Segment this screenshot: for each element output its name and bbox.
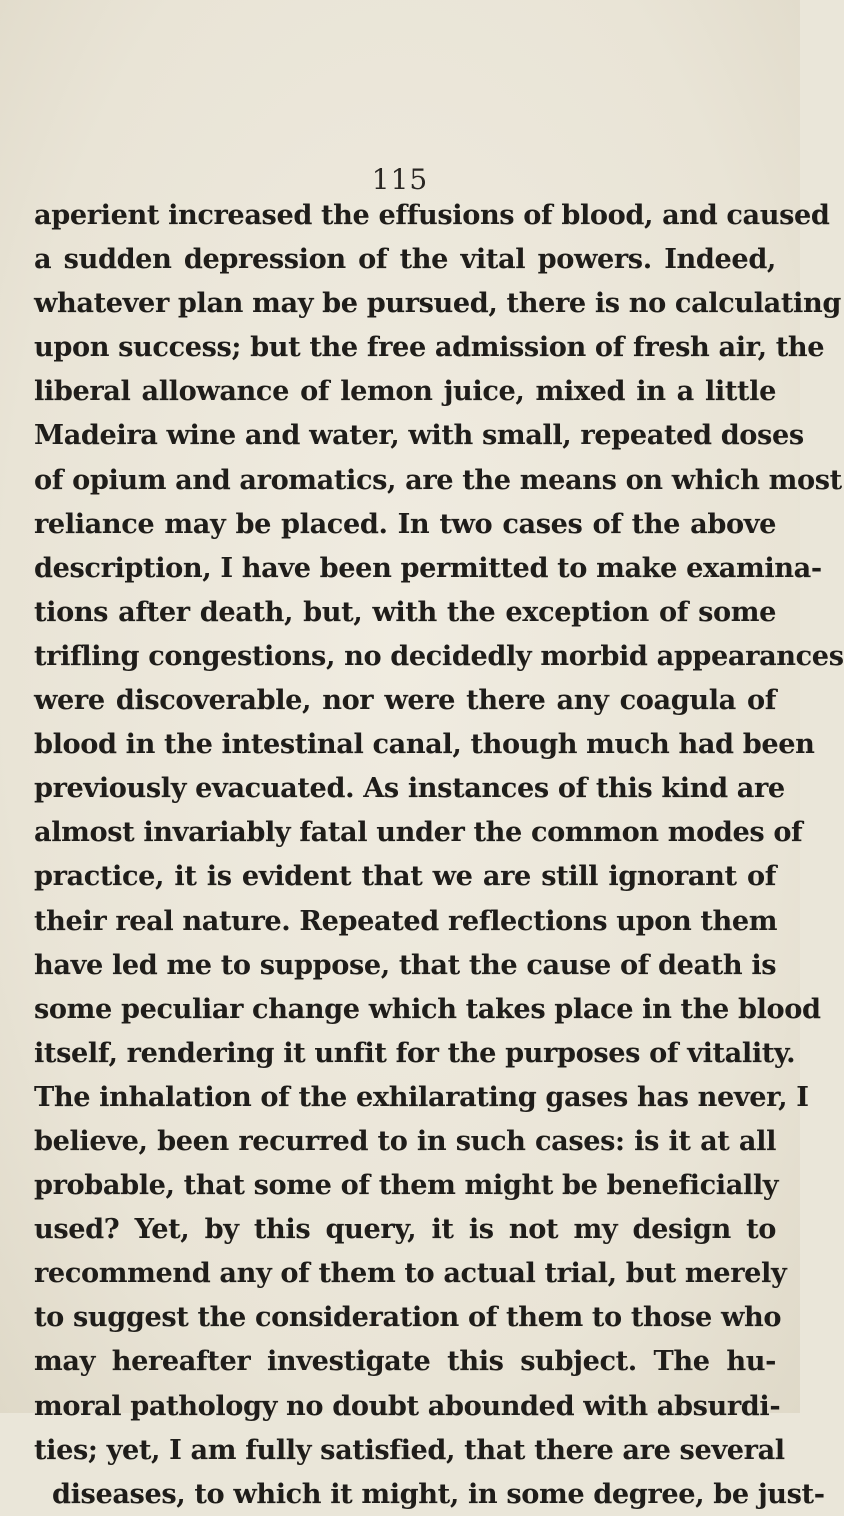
text-line: have led me to suppose, that the cause of death is: [34, 948, 777, 981]
text-line: to suggest the consideration of them to those who: [34, 1301, 782, 1334]
text-line: believe, been recurred to in such cases: is it at all: [34, 1124, 776, 1157]
text-line: practice, it is evident that we are still ignorant of: [34, 860, 776, 893]
text-line: diseases, to which it might, in some degree, be just-: [52, 1477, 825, 1510]
text-line: some peculiar change which takes place in the blood: [34, 992, 821, 1025]
text-line: almost invariably fatal under the common modes of: [34, 816, 803, 849]
text-line: used? Yet, by this query, it is not my design to: [34, 1213, 776, 1246]
text-line: tions after death, but, with the exception of some: [34, 595, 776, 628]
text-line: their real nature. Repeated reflections upon them: [34, 904, 778, 937]
text-line: reliance may be placed. In two cases of the above: [34, 507, 776, 540]
text-line: aperient increased the effusions of blood, and caused: [34, 199, 830, 231]
text-line: whatever plan may be pursued, there is no calculating: [34, 287, 841, 320]
text-line: blood in the intestinal canal, though much had been: [34, 728, 815, 761]
text-line: recommend any of them to actual trial, but merely: [34, 1257, 787, 1290]
body-text: [34, 193, 844, 1516]
text-line: Madeira wine and water, with small, repeated doses: [34, 419, 804, 452]
text-line: probable, that some of them might be beneficially: [34, 1169, 779, 1202]
text-line: moral pathology no doubt abounded with absurdi-: [34, 1389, 781, 1422]
text-line: a sudden depression of the vital powers. Indeed,: [34, 243, 776, 276]
text-line: previously evacuated. As instances of this kind are: [34, 772, 785, 805]
text-line: of opium and aromatics, are the means on which most: [34, 463, 842, 496]
text-line: ties; yet, I am fully satisfied, that there are several: [34, 1433, 785, 1466]
text-line: description, I have been permitted to make examina-: [34, 551, 822, 584]
text-line: were discoverable, nor were there any coagula of: [34, 684, 776, 717]
text-line: The inhalation of the exhilarating gases has never, I: [34, 1080, 809, 1113]
text-line: may hereafter investigate this subject. The hu-: [34, 1345, 776, 1378]
text-line: liberal allowance of lemon juice, mixed in a little: [34, 375, 776, 408]
page-number: 115: [371, 163, 429, 196]
text-line: itself, rendering it unfit for the purposes of vitality.: [34, 1036, 796, 1069]
text-line: upon success; but the free admission of fresh air, the: [34, 331, 825, 364]
text-line: trifling congestions, no decidedly morbid appearances: [34, 639, 844, 672]
